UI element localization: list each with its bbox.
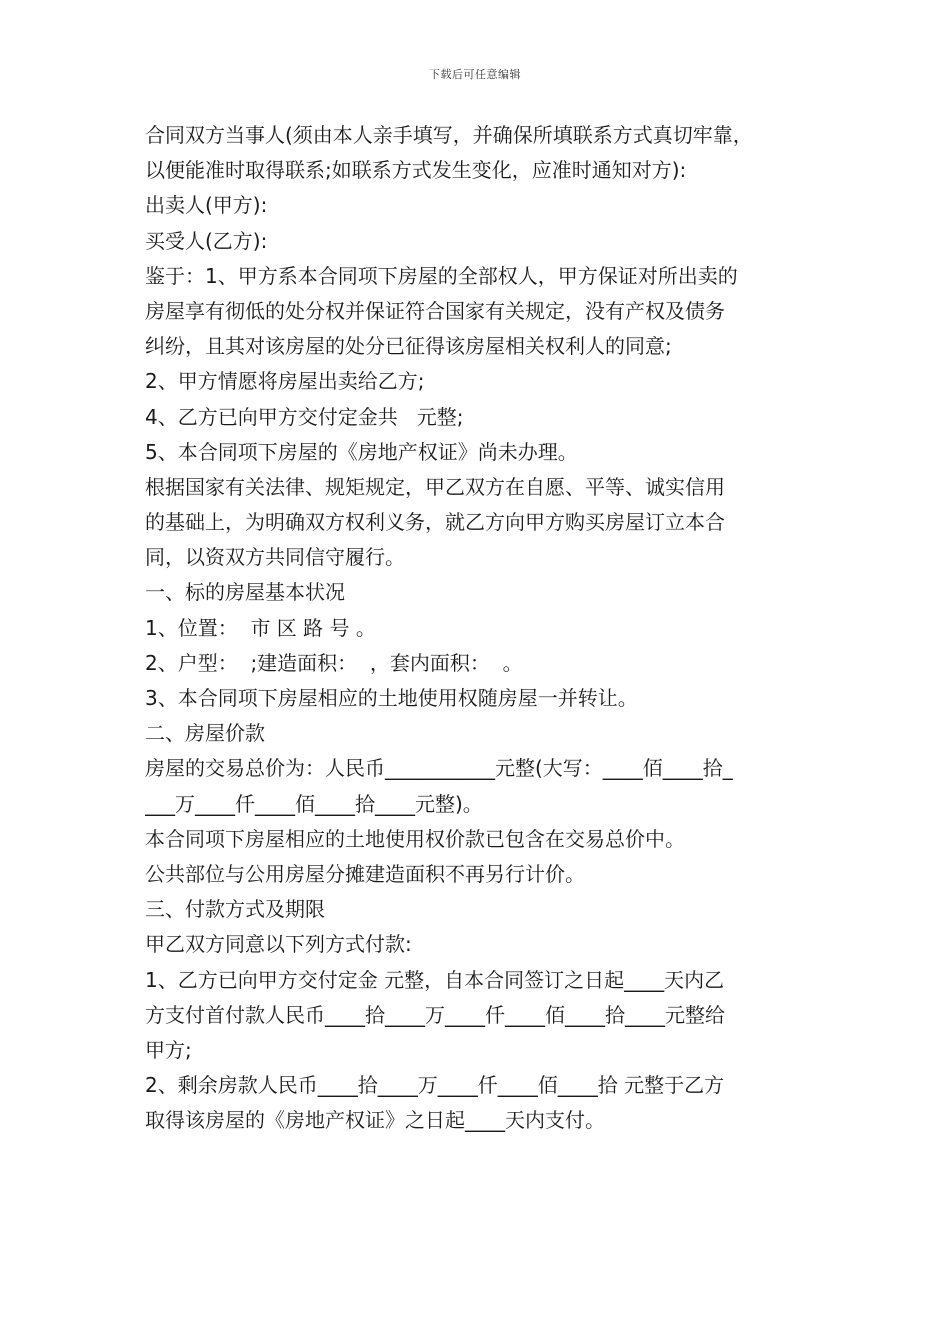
text-line: 的基础上，为明确双方权利义务，就乙方向甲方购买房屋订立本合 [145,510,725,535]
text-line: 房屋享有彻低的处分权并保证符合国家有关规定，没有产权及债务 [145,298,725,323]
text-line: 纠纷，且其对该房屋的处分已征得该房屋相关权利人的同意; [145,334,672,359]
text-line: 4、乙方已向甲方交付定金共 元整; [145,404,464,429]
text-line: ___万____仟____佰____拾____元整)。 [145,791,483,816]
text-line: 以便能准时取得联系;如联系方式发生变化，应准时通知对方): [145,158,687,183]
text-line: 1、位置： 市 区 路 号 。 [145,615,376,640]
text-line: 1、乙方已向甲方交付定金 元整，自本合同签订之日起____天内乙 [145,967,725,992]
text-line: 根据国家有关法律、规矩规定，甲乙双方在自愿、平等、诚实信用 [145,474,725,499]
page-header: 下载后可任意编辑 [429,68,521,81]
text-line: 本合同项下房屋相应的土地使用权价款已包含在交易总价中。 [145,826,685,851]
text-line: 公共部位与公用房屋分摊建造面积不再另行计价。 [145,861,585,886]
text-line: 5、本合同项下房屋的《房地产权证》尚未办理。 [145,439,578,464]
text-line: 2、户型： ;建造面积： ，套内面积： 。 [145,650,523,675]
text-line: 取得该房屋的《房地产权证》之日起____天内支付。 [145,1108,605,1133]
text-line: 房屋的交易总价为：人民币___________元整(大写：____佰____拾_ [145,756,733,781]
text-line: 合同双方当事人(须由本人亲手填写，并确保所填联系方式真切牢靠， [145,123,753,147]
text-line: 方支付首付款人民币____拾____万____仟____佰____拾____元整给 [145,1002,725,1027]
text-line: 2、剩余房款人民币____拾____万____仟____佰____拾 元整于乙方 [145,1073,725,1098]
section-heading: 二、房屋价款 [145,721,265,746]
text-line: 同，以资双方共同信守履行。 [145,545,405,570]
text-line: 出卖人(甲方): [145,193,268,218]
text-line: 甲方; [145,1037,192,1062]
text-line: 鉴于：1、甲方系本合同项下房屋的全部权人，甲方保证对所出卖的 [145,263,738,288]
section-heading: 一、标的房屋基本状况 [145,580,345,605]
document-body [145,118,815,1138]
section-heading: 三、付款方式及期限 [145,897,325,922]
text-line: 买受人(乙方): [145,228,268,253]
text-line: 甲乙双方同意以下列方式付款: [145,932,412,957]
text-line: 2、甲方情愿将房屋出卖给乙方; [145,369,425,394]
text-line: 3、本合同项下房屋相应的土地使用权随房屋一并转让。 [145,686,638,710]
